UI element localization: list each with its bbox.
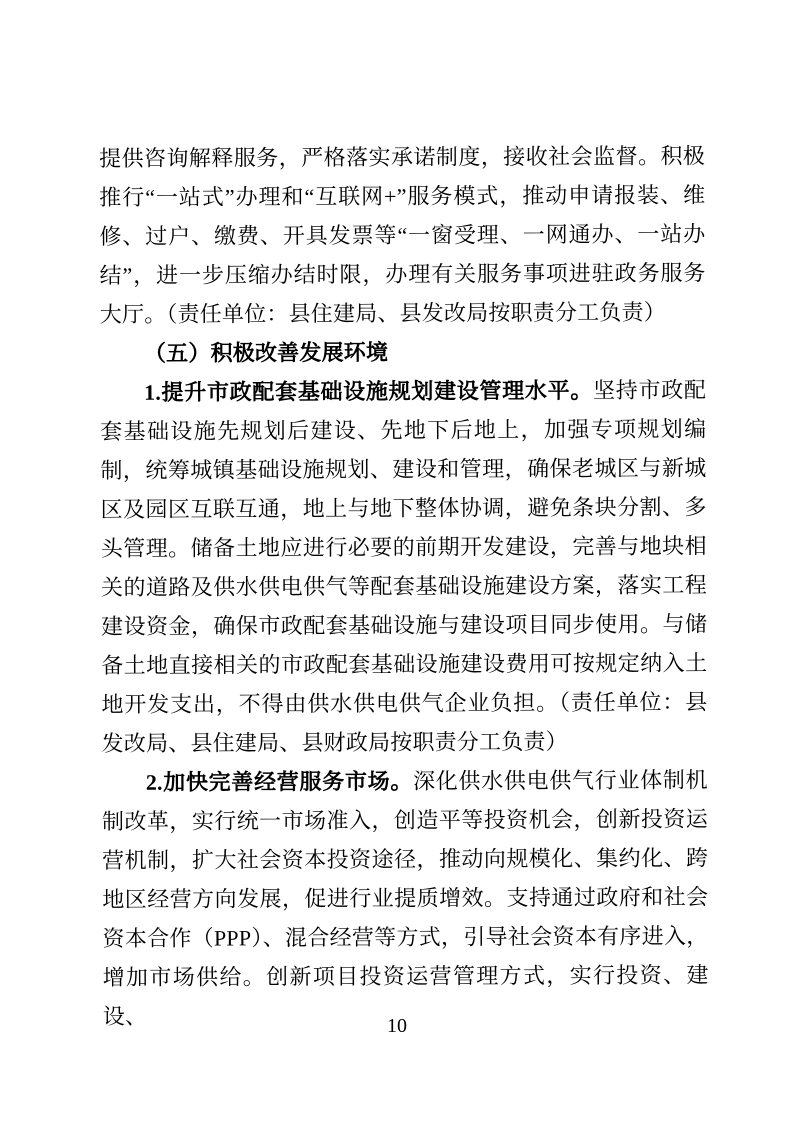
bold-text-run: 1.提升市政配套基础设施规划建设管理水平。 xyxy=(144,377,594,405)
text-run: 深化供水供电供气行业体制机制改革，实行统一市场准入，创造平等投资机会，创新投资运营机制，扩大社会资本投资途径，推动向规模化、集约化、跨地区经营方向发展，促进行业提质增效。支持通过政府和社会资本合作（PPP）、混合经营等方式，引导社会资本有序进入，增加市场供给。创新项目投资运营管理方式，实行投资、建设、 xyxy=(101,767,709,1029)
text-run: 坚持市政配套基础设施先规划后建设、先地下后地上，加强专项规划编制，统筹城镇基础设施规划、建设和管理，确保老城区与新城区及园区互联互通，地上与地下整体协调，避免条块分割、多头管理。储备土地应进行必要的前期开发建设，完善与地块相关的道路及供水供电供气等配套基础设施建设方案，落实工程建设资金，确保市政配套基础设施与建设项目同步使用。与储备土地直接相关的市政配套基础设施建设费用可按规定纳入土地开发支出，不得由供水供电供气企业负担。（责任单位：县发改局、县住建局、县财政局按职责分工负责） xyxy=(100,377,708,756)
text-run: 提供咨询解释服务，严格落实承诺制度，接收社会监督。积极推行“一站式”办理和“互联网+”服务模式，推动申请报装、维修、过户、缴费、开具发票等“一窗受理、一网通办、一站办结”，进一步压缩办结时限，办理有关服务事项进驻政务服务大厅。（责任单位：县住建局、县发改局按职责分工负责） xyxy=(99,143,706,327)
paragraph xyxy=(100,331,706,373)
page-number: 10 xyxy=(387,1015,407,1037)
bold-text-run: （五）积极改善发展环境 xyxy=(143,339,389,366)
document-body xyxy=(99,136,709,1036)
paragraph xyxy=(102,760,709,1036)
paragraph xyxy=(100,370,708,763)
bold-text-run: 2.加快完善经营服务市场。 xyxy=(145,768,414,795)
paragraph xyxy=(99,136,706,334)
